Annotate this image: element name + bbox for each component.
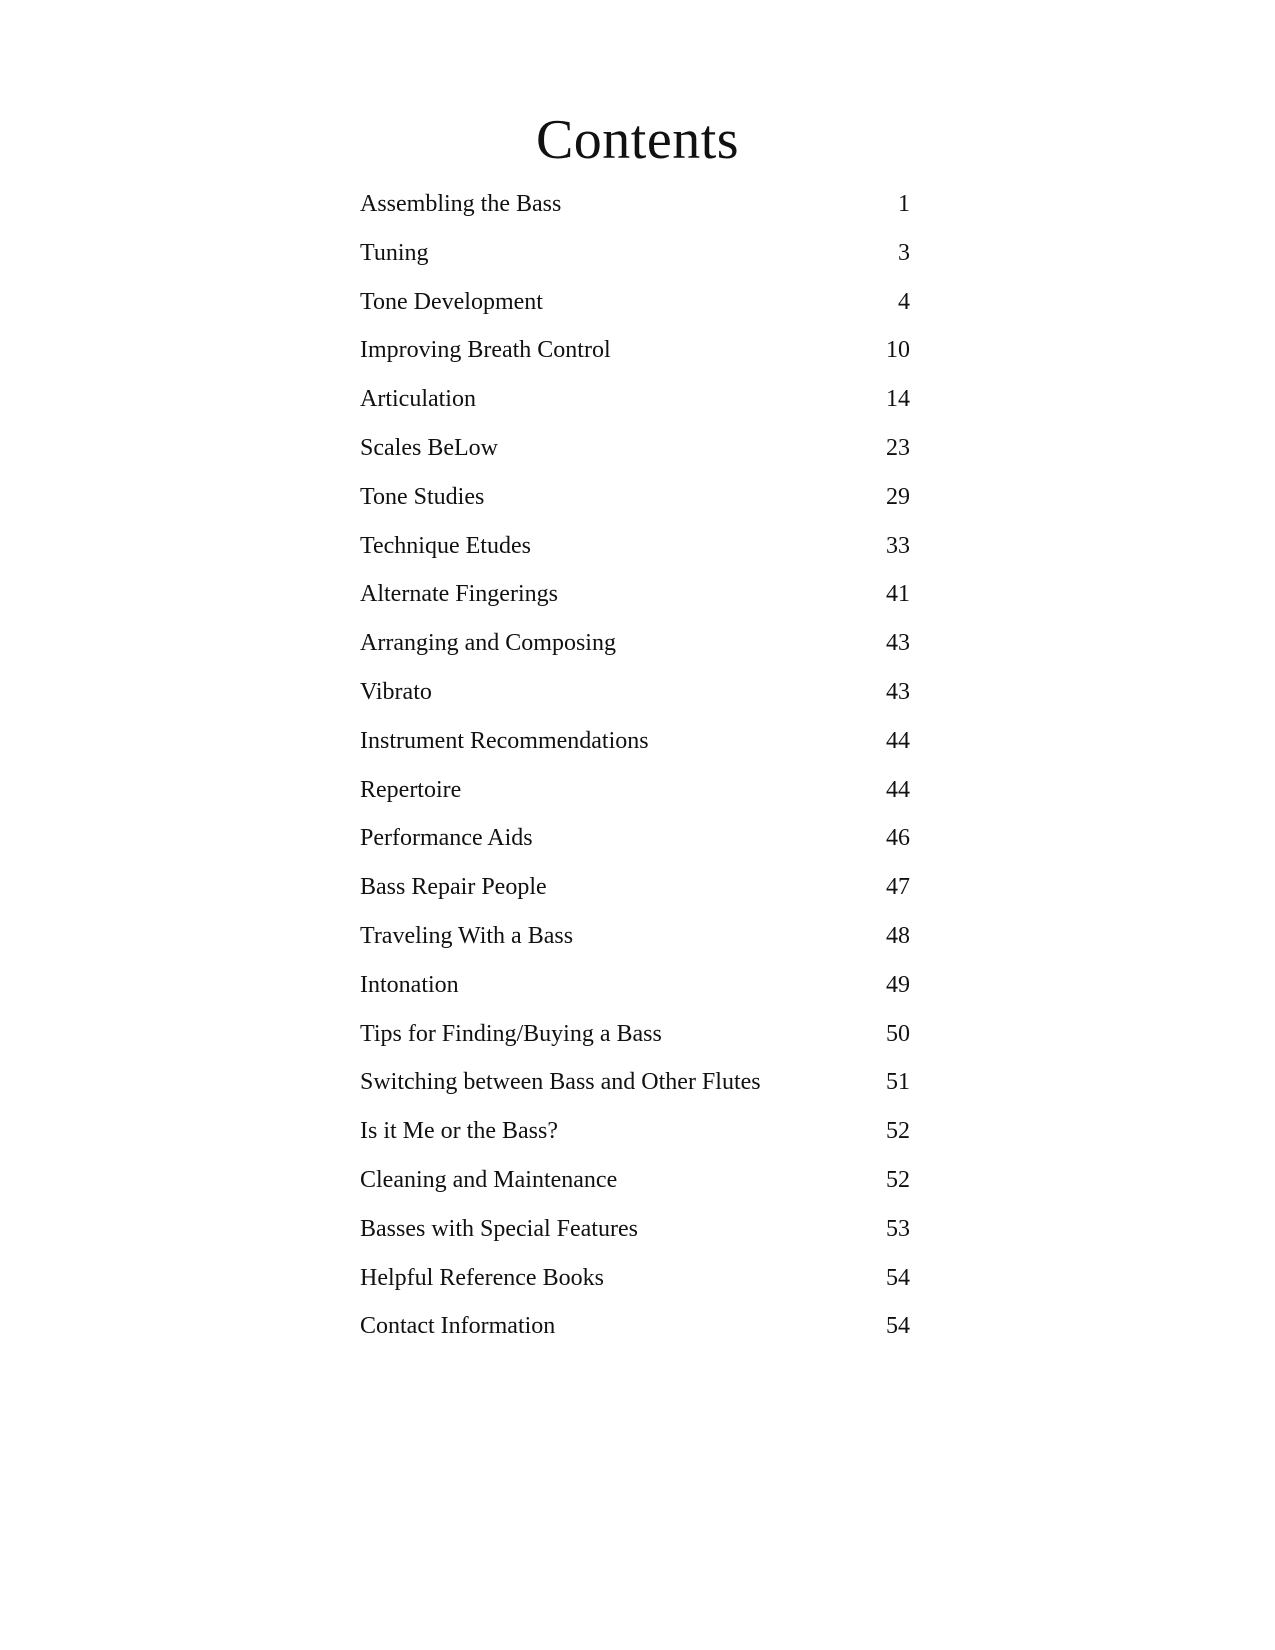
toc-entry-title: Switching between Bass and Other Flutes	[360, 1069, 761, 1096]
table-of-contents	[360, 189, 910, 1360]
toc-entry-page: 49	[886, 971, 910, 998]
toc-entry-page: 50	[886, 1020, 910, 1047]
toc-entry-title: Vibrato	[360, 678, 432, 705]
toc-entry	[360, 579, 910, 628]
toc-entry	[360, 238, 910, 287]
toc-entry-page: 4	[898, 288, 910, 315]
toc-entry-page: 54	[886, 1264, 910, 1291]
toc-entry-page: 52	[886, 1118, 910, 1145]
toc-entry-page: 44	[886, 776, 910, 803]
toc-entry-page: 14	[886, 386, 910, 413]
toc-entry-title: Articulation	[360, 386, 476, 413]
toc-entry-page: 51	[886, 1069, 910, 1096]
toc-entry-page: 33	[886, 532, 910, 559]
toc-entry	[360, 628, 910, 677]
toc-entry-title: Alternate Fingerings	[360, 581, 558, 608]
toc-entry	[360, 872, 910, 921]
toc-entry-page: 3	[898, 239, 910, 266]
toc-entry	[360, 287, 910, 336]
toc-entry-page: 44	[886, 727, 910, 754]
toc-entry-page: 46	[886, 825, 910, 852]
toc-entry-title: Tone Development	[360, 288, 543, 315]
toc-entry	[360, 335, 910, 384]
toc-entry-title: Intonation	[360, 971, 459, 998]
toc-entry-title: Bass Repair People	[360, 874, 547, 901]
toc-entry-title: Contact Information	[360, 1313, 556, 1340]
toc-entry	[360, 384, 910, 433]
toc-entry-title: Basses with Special Features	[360, 1215, 638, 1242]
toc-entry-title: Scales BeLow	[360, 434, 498, 461]
toc-entry-page: 43	[886, 630, 910, 657]
toc-entry-page: 43	[886, 678, 910, 705]
toc-entry-page: 23	[886, 434, 910, 461]
toc-entry-title: Instrument Recommendations	[360, 727, 649, 754]
toc-entry-page: 29	[886, 483, 910, 510]
toc-entry	[360, 1116, 910, 1165]
toc-entry	[360, 1311, 910, 1360]
toc-entry-title: Traveling With a Bass	[360, 922, 574, 949]
toc-entry	[360, 1019, 910, 1068]
toc-entry	[360, 1263, 910, 1312]
toc-entry	[360, 1214, 910, 1263]
toc-entry-title: Tone Studies	[360, 483, 485, 510]
toc-entry-page: 52	[886, 1166, 910, 1193]
toc-entry	[360, 433, 910, 482]
toc-entry-title: Arranging and Composing	[360, 630, 616, 657]
toc-entry-title: Performance Aids	[360, 825, 533, 852]
toc-entry	[360, 482, 910, 531]
toc-entry	[360, 677, 910, 726]
toc-entry	[360, 1165, 910, 1214]
toc-entry	[360, 531, 910, 580]
toc-entry-title: Cleaning and Maintenance	[360, 1166, 618, 1193]
toc-entry-title: Repertoire	[360, 776, 462, 803]
toc-entry-title: Tips for Finding/Buying a Bass	[360, 1020, 662, 1047]
toc-entry	[360, 921, 910, 970]
toc-entry-title: Helpful Reference Books	[360, 1264, 604, 1291]
page-title: Contents	[535, 109, 740, 171]
toc-entry-page: 48	[886, 922, 910, 949]
toc-entry	[360, 189, 910, 238]
toc-entry	[360, 823, 910, 872]
toc-entry-page: 53	[886, 1215, 910, 1242]
toc-entry-page: 54	[886, 1313, 910, 1340]
toc-entry-title: Is it Me or the Bass?	[360, 1118, 558, 1145]
toc-entry	[360, 1067, 910, 1116]
toc-entry-page: 10	[886, 337, 910, 364]
toc-entry-title: Tuning	[360, 239, 429, 266]
toc-entry-page: 41	[886, 581, 910, 608]
toc-entry	[360, 970, 910, 1019]
toc-entry-page: 47	[886, 874, 910, 901]
toc-entry	[360, 726, 910, 775]
toc-entry-page: 1	[898, 191, 910, 217]
toc-entry-title: Improving Breath Control	[360, 337, 611, 364]
toc-entry-title: Technique Etudes	[360, 532, 531, 559]
toc-entry	[360, 775, 910, 824]
toc-entry-title: Assembling the Bass	[360, 191, 562, 217]
